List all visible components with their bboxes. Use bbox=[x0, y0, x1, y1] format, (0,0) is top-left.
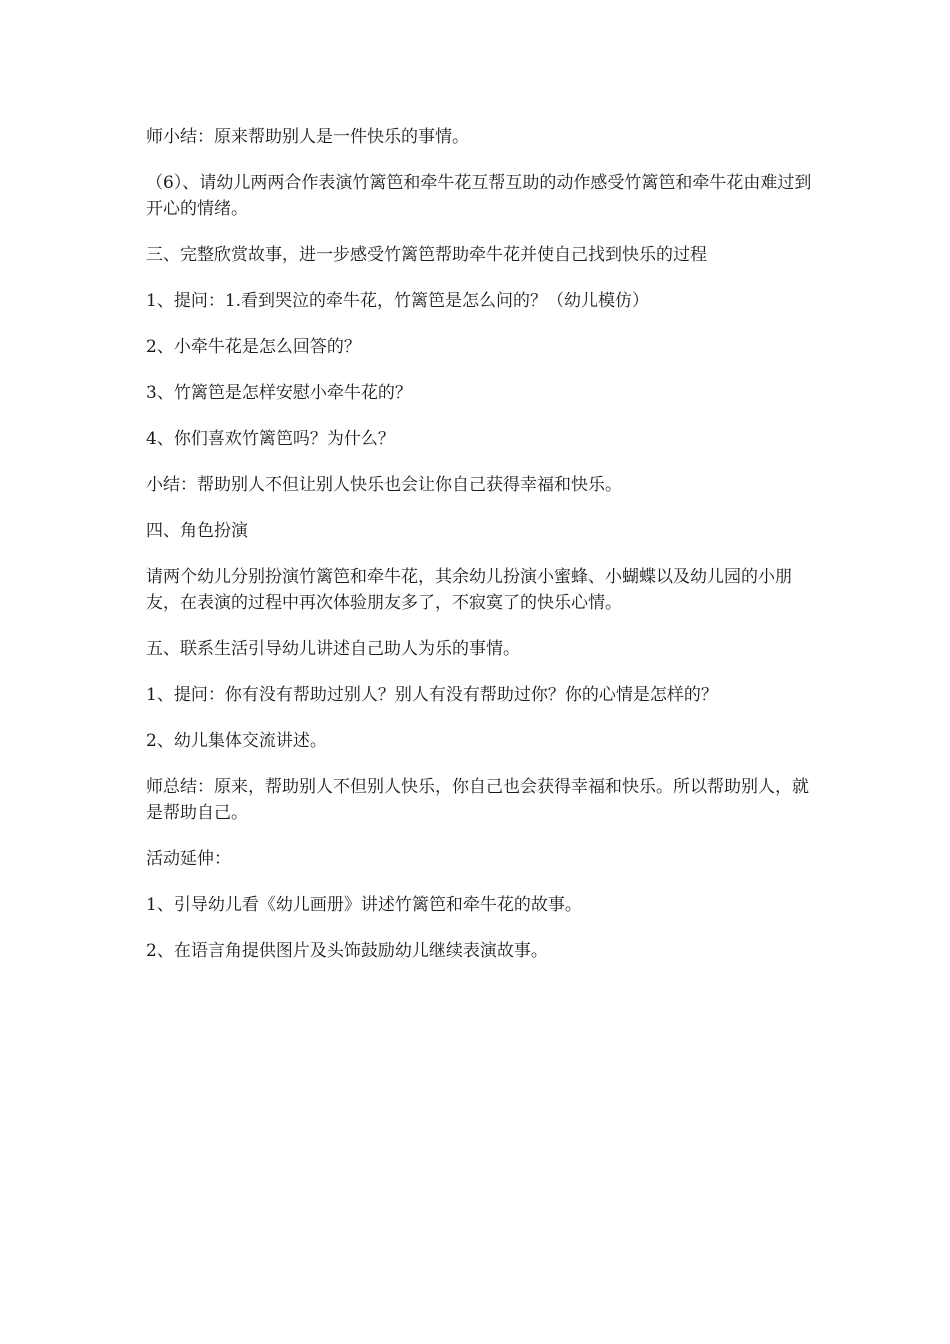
step-6-paragraph: （6）、请幼儿两两合作表演竹篱笆和牵牛花互帮互助的动作感受竹篱笆和牵牛花由难过到开心的情绪。 bbox=[146, 173, 812, 219]
section-4-heading: 四、角色扮演 bbox=[146, 521, 248, 541]
extension-item-2: 2、在语言角提供图片及头饰鼓励幼儿继续表演故事。 bbox=[146, 941, 548, 961]
group-discussion-paragraph: 2、幼儿集体交流讲述。 bbox=[146, 731, 327, 751]
question-4-paragraph: 4、你们喜欢竹篱笆吗？为什么？ bbox=[146, 429, 395, 449]
question-3-paragraph: 3、竹篱笆是怎样安慰小牵牛花的？ bbox=[146, 383, 412, 403]
life-question-paragraph: 1、提问：你有没有帮助过别人？别人有没有帮助过你？你的心情是怎样的？ bbox=[146, 685, 718, 705]
teacher-conclusion-paragraph: 师总结：原来，帮助别人不但别人快乐，你自己也会获得幸福和快乐。所以帮助别人，就是帮助自己。 bbox=[146, 777, 809, 823]
teacher-summary-paragraph: 师小结：原来帮助别人是一件快乐的事情。 bbox=[146, 127, 469, 147]
extension-item-1: 1、引导幼儿看《幼儿画册》讲述竹篱笆和牵牛花的故事。 bbox=[146, 895, 582, 915]
section-3-heading: 三、完整欣赏故事，进一步感受竹篱笆帮助牵牛花并使自己找到快乐的过程 bbox=[146, 245, 707, 265]
summary-paragraph: 小结：帮助别人不但让别人快乐也会让你自己获得幸福和快乐。 bbox=[146, 475, 622, 495]
section-5-heading: 五、联系生活引导幼儿讲述自己助人为乐的事情。 bbox=[146, 639, 520, 659]
question-1-paragraph: 1、提问：1.看到哭泣的牵牛花，竹篱笆是怎么问的？（幼儿模仿） bbox=[146, 291, 650, 311]
question-2-paragraph: 2、小牵牛花是怎么回答的？ bbox=[146, 337, 361, 357]
role-play-paragraph: 请两个幼儿分别扮演竹篱笆和牵牛花，其余幼儿扮演小蜜蜂、小蝴蝶以及幼儿园的小朋友，在表演的过程中再次体验朋友多了，不寂寞了的快乐心情。 bbox=[146, 567, 792, 613]
extension-heading: 活动延伸： bbox=[146, 849, 231, 869]
document-body bbox=[146, 124, 814, 984]
